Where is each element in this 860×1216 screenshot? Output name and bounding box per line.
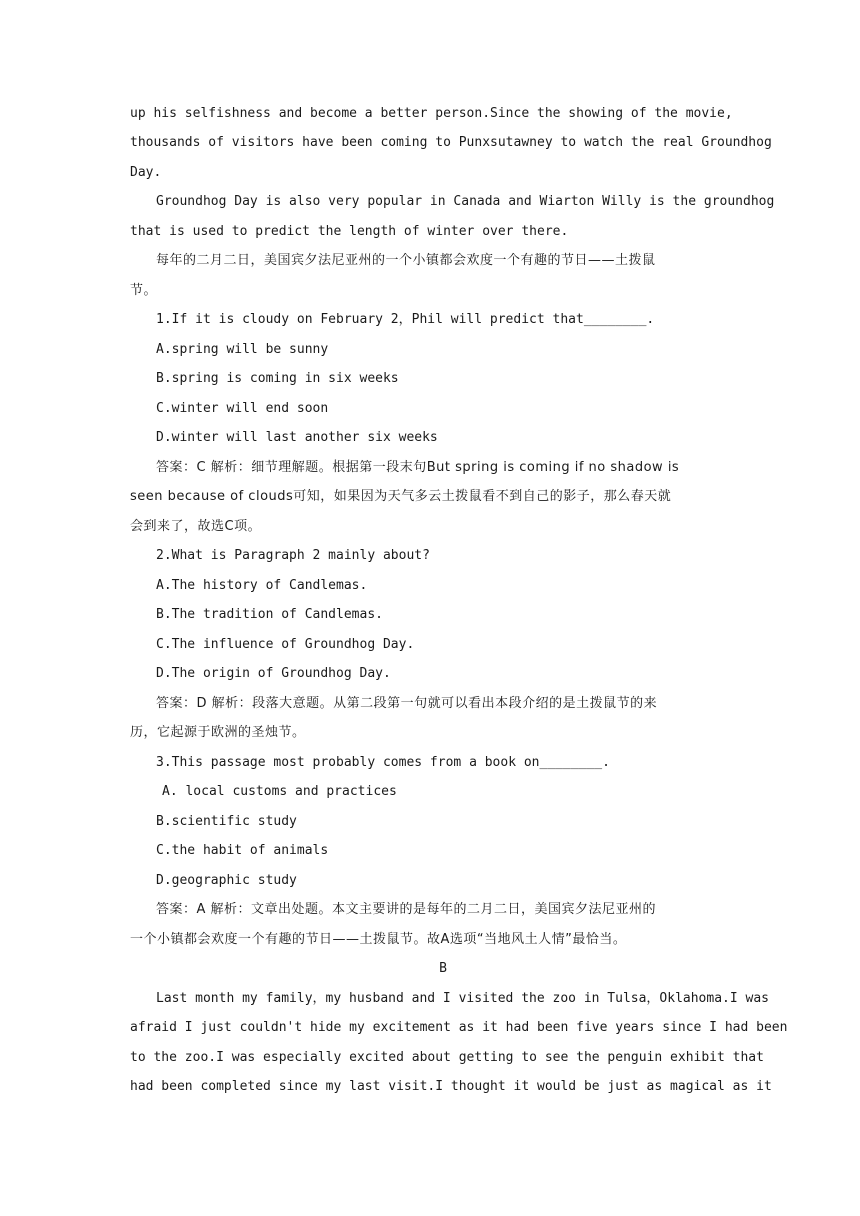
text-line: that is used to predict the length of winter over there. (130, 224, 569, 239)
text-line: up his selfishness and become a better person.Since the showing of the movie, (130, 106, 733, 121)
answer-explanation: 答案：A 解析：文章出处题。本文主要讲的是每年的二月二日，美国宾夕法尼亚州的 (156, 902, 657, 917)
option-a: A. local customs and practices (162, 784, 397, 799)
option-b: B.spring is coming in six weeks (156, 371, 399, 386)
section-heading-b: B (439, 961, 447, 976)
option-c: C.The influence of Groundhog Day. (156, 637, 415, 652)
question-2: 2.What is Paragraph 2 mainly about? (156, 548, 430, 563)
answer-explanation: 历，它起源于欧洲的圣烛节。 (130, 725, 306, 740)
answer-explanation: 一个小镇都会欢度一个有趣的节日——土拨鼠节。故A选项“当地风土人情”最恰当。 (130, 932, 627, 947)
text-line: Day. (130, 165, 162, 180)
option-a: A.spring will be sunny (156, 342, 329, 357)
text-line: afraid I just couldn't hide my excitement as it had been five years since I had been (130, 1020, 788, 1035)
option-b: B.The tradition of Candlemas. (156, 607, 383, 622)
text-line: thousands of visitors have been coming to Punxsutawney to watch the real Groundhog (130, 135, 772, 150)
option-d: D.The origin of Groundhog Day. (156, 666, 391, 681)
option-b: B.scientific study (156, 814, 297, 829)
answer-explanation: 会到来了，故选C项。 (130, 519, 262, 534)
answer-explanation: 答案：C 解析：细节理解题。根据第一段末句But spring is coming if no shadow is (156, 460, 680, 475)
text-line: had been completed since my last visit.I thought it would be just as magical as it (130, 1079, 772, 1094)
answer-explanation: seen because of clouds可知，如果因为天气多云土拨鼠看不到自己的影子，那么春天就 (130, 489, 672, 504)
option-c: C.the habit of animals (156, 843, 329, 858)
question-1: 1.If it is cloudy on February 2，Phil will predict that________. (156, 312, 655, 327)
text-line: to the zoo.I was especially excited about getting to see the penguin exhibit that (130, 1050, 764, 1065)
option-d: D.geographic study (156, 873, 297, 888)
question-3: 3.This passage most probably comes from a book on________. (156, 755, 610, 770)
chinese-translation-line: 节。 (130, 283, 158, 298)
option-a: A.The history of Candlemas. (156, 578, 368, 593)
option-c: C.winter will end soon (156, 401, 329, 416)
text-line: Groundhog Day is also very popular in Canada and Wiarton Willy is the groundhog (156, 194, 775, 209)
text-line: Last month my family，my husband and I visited the zoo in Tulsa，Oklahoma.I was (156, 991, 769, 1006)
option-d: D.winter will last another six weeks (156, 430, 438, 445)
answer-explanation: 答案：D 解析：段落大意题。从第二段第一句就可以看出本段介绍的是土拨鼠节的来 (156, 696, 658, 711)
chinese-translation-line: 每年的二月二日，美国宾夕法尼亚州的一个小镇都会欢度一个有趣的节日——土拨鼠 (156, 253, 656, 268)
